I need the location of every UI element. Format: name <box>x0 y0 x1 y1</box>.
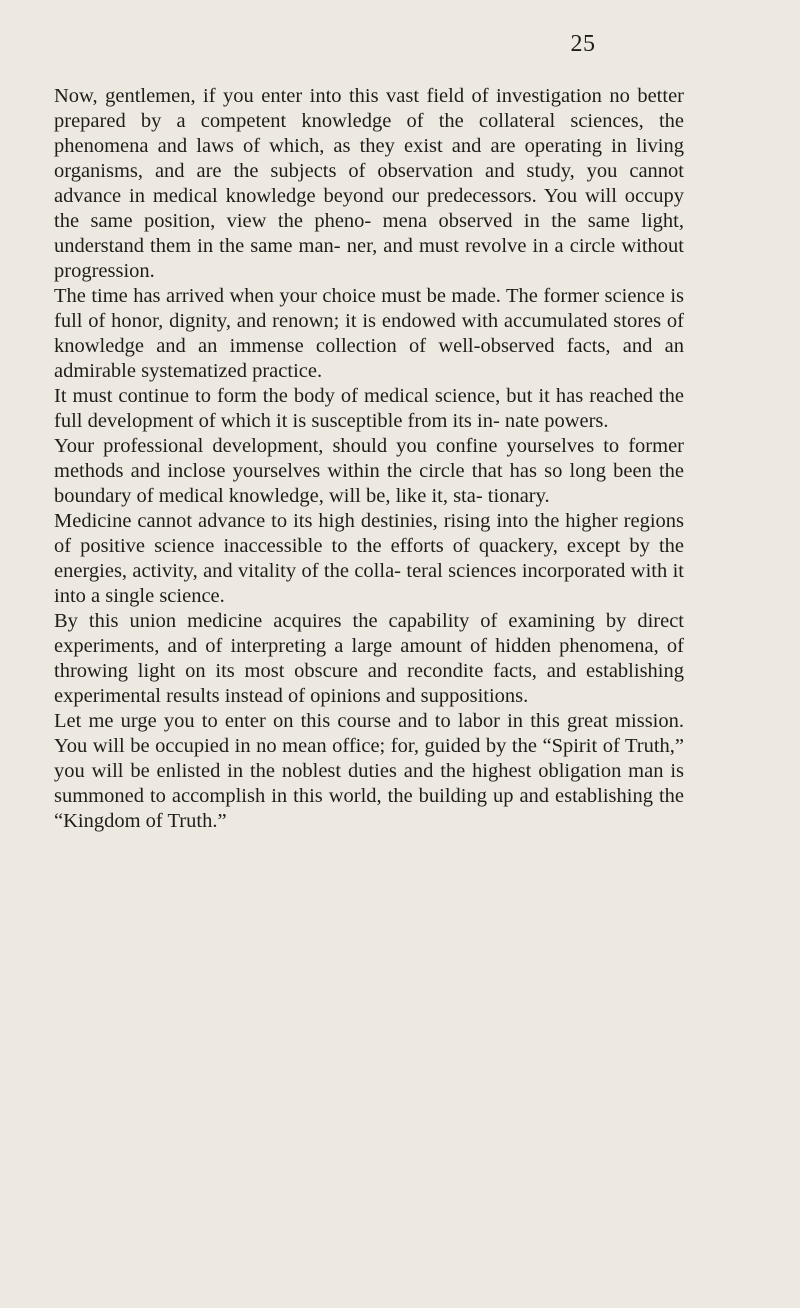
paragraph: Your professional development, should you confine yourselves to former methods and inclose yourselves within the circle that has so long been the boundary of medical knowledge, will be, like it, sta- tionary. <box>54 435 684 507</box>
paragraph: By this union medicine acquires the capability of examining by direct experiments, and of interpreting a large amount of hidden phenomena, of throwing light on its most obscure and recondite facts, and establishing experimental results instead of opinions and suppositions. <box>54 610 684 707</box>
paragraph: Let me urge you to enter on this course and to labor in this great mission. You will be occupied in no mean office; for, guided by the “Spirit of Truth,” you will be enlisted in the noblest duties and the highest obligation man is summoned to accomplish in this world, the building up and establishing the “Kingdom of Truth.” <box>54 710 684 832</box>
body-text <box>54 84 684 834</box>
page-number: 25 <box>570 31 596 57</box>
paragraph: Medicine cannot advance to its high destinies, rising into the higher regions of positive science inaccessible to the efforts of quackery, except by the energies, activity, and vitality of the colla- teral sciences incorporated with it into a single science. <box>54 510 684 607</box>
paragraph: Now, gentlemen, if you enter into this vast field of investigation no better prepared by a competent knowledge of the collateral sciences, the phenomena and laws of which, as they exist and are operating in living organisms, and are the subjects of observation and study, you cannot advance in medical knowledge beyond our predecessors. You will occupy the same position, view the pheno- mena observed in the same light, understand them in the same man- ner, and must revolve in a circle without progression. <box>54 85 684 282</box>
paragraph: The time has arrived when your choice must be made. The former science is full of honor, dignity, and renown; it is endowed with accumulated stores of knowledge and an immense collection of well-observed facts, and an admirable systematized practice. <box>54 285 684 382</box>
paragraph: It must continue to form the body of medical science, but it has reached the full development of which it is susceptible from its in- nate powers. <box>54 385 684 432</box>
